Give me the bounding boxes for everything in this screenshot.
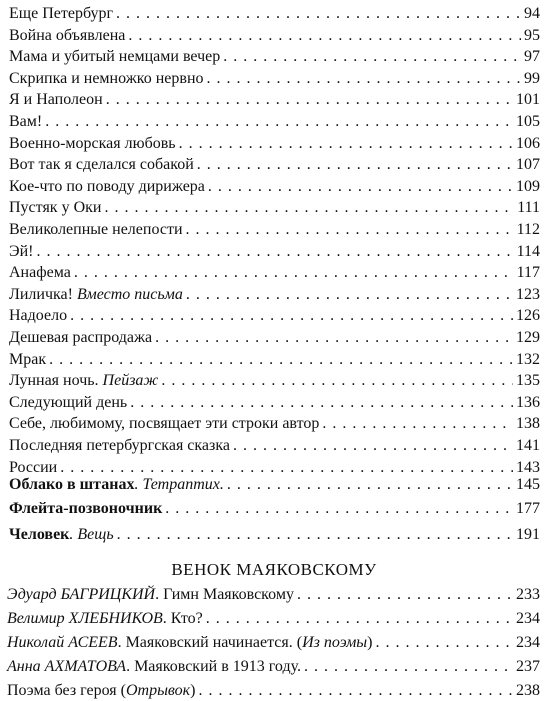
toc-entry <box>9 155 540 175</box>
leader-dots <box>297 585 513 605</box>
entry-title <box>7 633 372 653</box>
entry-title: Следующий день <box>9 393 128 411</box>
leader-dots <box>206 609 513 629</box>
page-number: 177 <box>516 500 540 517</box>
section-heading: ВЕНОК МАЯКОВСКОМУ <box>171 560 377 579</box>
page-number: 99 <box>524 69 540 87</box>
leader-dots <box>322 414 513 434</box>
toc-entry <box>9 134 540 154</box>
page-number: 107 <box>516 156 540 174</box>
entry-author: Николай АСЕЕВ <box>7 634 118 651</box>
entry-title: Вам! <box>9 113 43 130</box>
entry-title <box>9 285 183 305</box>
entry-title: Дешевая распродажа <box>9 329 153 346</box>
toc-entry <box>9 112 540 132</box>
toc-entry-major <box>9 499 540 519</box>
toc-entry <box>9 350 540 370</box>
page-number: 95 <box>524 26 540 44</box>
entry-note: Отрывок <box>125 682 191 699</box>
anthology-entry <box>7 657 540 677</box>
entry-title-main: Флейта-позвоночник <box>9 500 163 517</box>
leader-dots <box>74 263 514 283</box>
page-number: 111 <box>517 199 540 217</box>
page-number: 191 <box>516 526 540 543</box>
entry-subtitle: . Тетраптих. <box>134 476 224 493</box>
leader-dots <box>227 475 513 495</box>
toc-entry <box>9 263 540 283</box>
page-number: 132 <box>516 350 540 368</box>
entry-title <box>9 525 114 545</box>
page-number: 117 <box>516 264 540 282</box>
entry-title: Пустяк у Оки <box>9 199 102 217</box>
entry-author: Велимир ХЛЕБНИКОВ <box>7 610 163 627</box>
leader-dots <box>179 134 513 154</box>
entry-title: Надоело <box>9 307 68 325</box>
page-number: 126 <box>516 307 540 325</box>
entry-title-main: Человек <box>9 526 70 543</box>
leader-dots <box>208 177 513 197</box>
entry-note: Из поэмы <box>302 634 368 651</box>
anthology-entry <box>7 609 540 629</box>
toc-entry <box>9 90 540 110</box>
entry-title <box>9 499 162 519</box>
entry-author: Анна АХМАТОВА <box>7 658 127 675</box>
page-number: 135 <box>516 372 540 390</box>
entry-tail: ) <box>190 682 196 699</box>
page-number: 97 <box>524 48 540 66</box>
page-number: 105 <box>516 113 540 130</box>
toc-entry <box>9 220 540 240</box>
entry-title <box>7 657 301 677</box>
toc-entry <box>9 306 540 326</box>
toc-entry-major <box>9 475 540 495</box>
page-number: 129 <box>516 329 540 346</box>
page-number: 94 <box>524 5 540 22</box>
toc-entry <box>9 242 540 262</box>
entry-title: Вот так я сделался собакой <box>9 156 194 174</box>
entry-title-main: Лиличка! <box>9 285 77 303</box>
entry-work: Поэма без героя ( <box>7 682 126 699</box>
leader-dots <box>197 155 513 175</box>
leader-dots <box>155 328 513 348</box>
page-number: 145 <box>516 476 540 493</box>
leader-dots <box>104 198 514 218</box>
toc-entry <box>9 26 540 46</box>
entry-title: Анафема <box>9 264 71 282</box>
toc-entry <box>9 328 540 348</box>
leader-dots <box>186 285 513 305</box>
toc-entry-major <box>9 525 540 545</box>
entry-title-main: Лунная ночь. <box>9 372 103 390</box>
leader-dots <box>36 242 513 262</box>
entry-title-main: Облако в штанах <box>9 476 135 493</box>
page-number: 234 <box>516 610 540 627</box>
page-number: 106 <box>516 134 540 152</box>
page-number: 237 <box>516 658 540 675</box>
entry-title: Мрак <box>9 350 47 368</box>
anthology-entry <box>7 585 540 605</box>
leader-dots <box>128 26 521 46</box>
leader-dots <box>165 499 513 519</box>
entry-title <box>7 585 294 605</box>
toc-entry <box>9 4 540 24</box>
leader-dots <box>130 393 513 413</box>
page-number: 143 <box>516 458 540 476</box>
entry-subtitle: Пейзаж <box>102 372 159 390</box>
toc-entry <box>9 371 540 391</box>
entry-title: Себе, любимому, посвящает эти строки автор <box>9 415 320 433</box>
entry-title: Я и Наполеон <box>9 91 103 109</box>
page-number: 109 <box>516 177 540 195</box>
entry-work: . Маяковский в 1913 году. <box>126 658 301 675</box>
page-number: 234 <box>516 634 540 651</box>
entry-title: Еще Петербург <box>9 5 114 22</box>
toc-entry <box>9 198 540 218</box>
entry-title: Кое-что по поводу дирижера <box>9 177 205 195</box>
leader-dots <box>106 90 513 110</box>
toc-entry <box>9 414 540 434</box>
leader-dots <box>198 681 513 701</box>
page-number: 101 <box>516 91 540 109</box>
entry-title: Эй! <box>9 242 34 260</box>
entry-title: Мама и убитый немцами вечер <box>9 48 221 66</box>
entry-subtitle: . Вещь <box>69 526 114 543</box>
entry-work: . Кто? <box>162 610 203 627</box>
leader-dots <box>233 436 513 456</box>
page-number: 238 <box>516 682 540 699</box>
entry-title: Последняя петербургская сказка <box>9 437 230 454</box>
page-number: 112 <box>516 221 540 238</box>
entry-title: Великолепные нелепости <box>9 221 183 238</box>
leader-dots <box>375 633 513 653</box>
entry-title: Скрипка и немножко нервно <box>9 69 204 87</box>
toc-entry <box>9 285 540 305</box>
page-number: 141 <box>516 437 540 454</box>
page-number: 138 <box>516 415 540 433</box>
page-number: 123 <box>516 285 540 303</box>
entry-title: России <box>9 458 58 476</box>
entry-subtitle: Вместо письма <box>76 285 183 303</box>
entry-tail: ) <box>367 634 373 651</box>
toc-entry <box>9 393 540 413</box>
entry-title <box>7 681 195 701</box>
entry-title: Война объявлена <box>9 26 126 44</box>
anthology-entry <box>7 633 540 653</box>
leader-dots <box>161 371 513 391</box>
leader-dots <box>207 69 521 89</box>
entry-title <box>9 371 158 391</box>
toc-entry <box>9 177 540 197</box>
leader-dots <box>186 220 514 240</box>
page-number: 136 <box>516 393 540 411</box>
leader-dots <box>304 657 513 677</box>
entry-work: . Гимн Маяковскому <box>155 586 294 603</box>
entry-title <box>7 609 203 629</box>
toc-entry <box>9 436 540 456</box>
entry-title <box>9 475 224 495</box>
page-number: 114 <box>516 242 540 260</box>
entry-work: . Маяковский начинается. ( <box>117 634 303 651</box>
leader-dots <box>117 525 513 545</box>
leader-dots <box>45 112 513 132</box>
entry-author: Эдуард БАГРИЦКИЙ <box>7 586 156 603</box>
leader-dots <box>116 4 521 24</box>
leader-dots <box>70 306 513 326</box>
page-number: 233 <box>516 586 540 603</box>
entry-title: Военно-морская любовь <box>9 134 176 152</box>
leader-dots <box>49 350 513 370</box>
anthology-entry <box>7 681 540 701</box>
toc-entry <box>9 69 540 89</box>
toc-entry <box>9 47 540 67</box>
leader-dots <box>223 47 521 67</box>
